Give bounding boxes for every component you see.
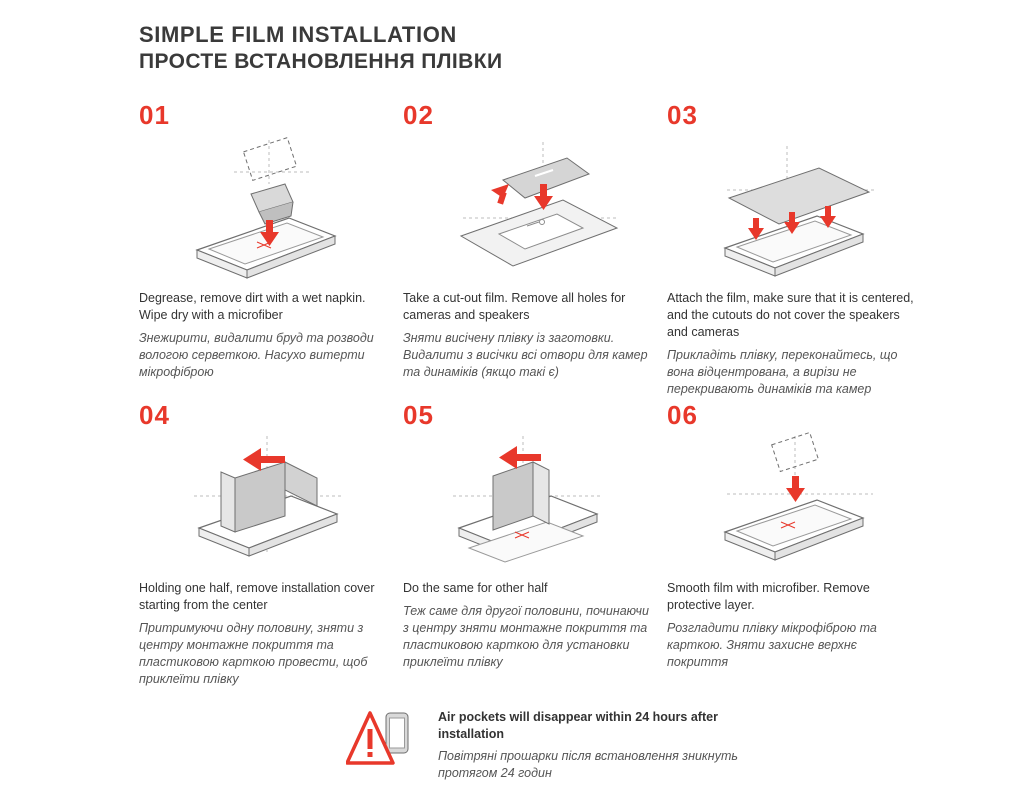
step-text-en: Smooth film with microfiber. Remove protective layer.: [667, 581, 870, 612]
step-illustration-napkin-on-phone: [139, 132, 393, 282]
step-text-en: Degrease, remove dirt with a wet napkin. Wipe dry with a microfiber: [139, 291, 366, 322]
step-illustration-peel-right-half: [403, 432, 657, 572]
footer-note: [0, 709, 1024, 782]
step-text-uk: Теж саме для другої половини, починаючи з центру зняти монтажне покриття та пластиковою карткою для установки приклеїти плівку: [403, 604, 649, 669]
footer-text-uk: Повітряні прошарки після встановлення зникнуть протягом 24 годин: [438, 749, 738, 780]
step-text-uk: Зняти висічену плівку із заготовки. Видалити з висічки всі отвори для камер та динаміків (якщо такі є): [403, 331, 648, 379]
step-number: 05: [403, 400, 434, 430]
footer-text-en: Air pockets will disappear within 24 hours after installation: [438, 710, 718, 741]
step-illustration-smooth-with-cloth: [667, 432, 921, 572]
page-title-uk: ПРОСТЕ ВСТАНОВЛЕННЯ ПЛІВКИ: [139, 50, 503, 73]
step-card-01: [139, 102, 393, 398]
step-text-uk: Розгладити плівку мікрофіброю та карткою. Зняти захисне верхнє покриття: [667, 621, 877, 669]
step-text-uk: Знежирити, видалити бруд та розводи вологою серветкою. Насухо витерти мікрофіброю: [139, 331, 374, 379]
step-text-en: Holding one half, remove installation cover starting from the center: [139, 581, 375, 612]
step-text-en: Attach the film, make sure that it is centered, and the cutouts do not cover the speakers and cameras: [667, 291, 914, 339]
step-illustration-film-sheet-cutouts: [403, 132, 657, 282]
step-card-05: [403, 402, 657, 688]
step-text-en: Do the same for other half: [403, 581, 548, 595]
step-card-02: [403, 102, 657, 398]
page-title-en: SIMPLE FILM INSTALLATION: [139, 22, 457, 47]
step-number: 06: [667, 400, 698, 430]
footer-text-block: [438, 709, 738, 782]
step-illustration-film-align-phone: [667, 132, 921, 282]
step-text-en: Take a cut-out film. Remove all holes for cameras and speakers: [403, 291, 626, 322]
step-card-03: [667, 102, 921, 398]
step-number: 04: [139, 400, 170, 430]
step-illustration-peel-left-half: [139, 432, 393, 572]
step-text-uk: Прикладіть плівку, переконайтесь, що вона відцентрована, а вирізи не перекривають динаміків та камер: [667, 348, 898, 396]
steps-grid: [24, 102, 1000, 688]
step-number: 03: [667, 100, 698, 130]
step-number: 01: [139, 100, 170, 130]
step-card-06: [667, 402, 921, 688]
warning-triangle-phone-icon: [346, 709, 424, 778]
step-text-uk: Притримуючи одну половину, зняти з центру монтажне покриття та пластиковою карткою провести, щоб приклеїти плівку: [139, 621, 368, 686]
step-card-04: [139, 402, 393, 688]
page-header: [24, 18, 1000, 74]
step-number: 02: [403, 100, 434, 130]
